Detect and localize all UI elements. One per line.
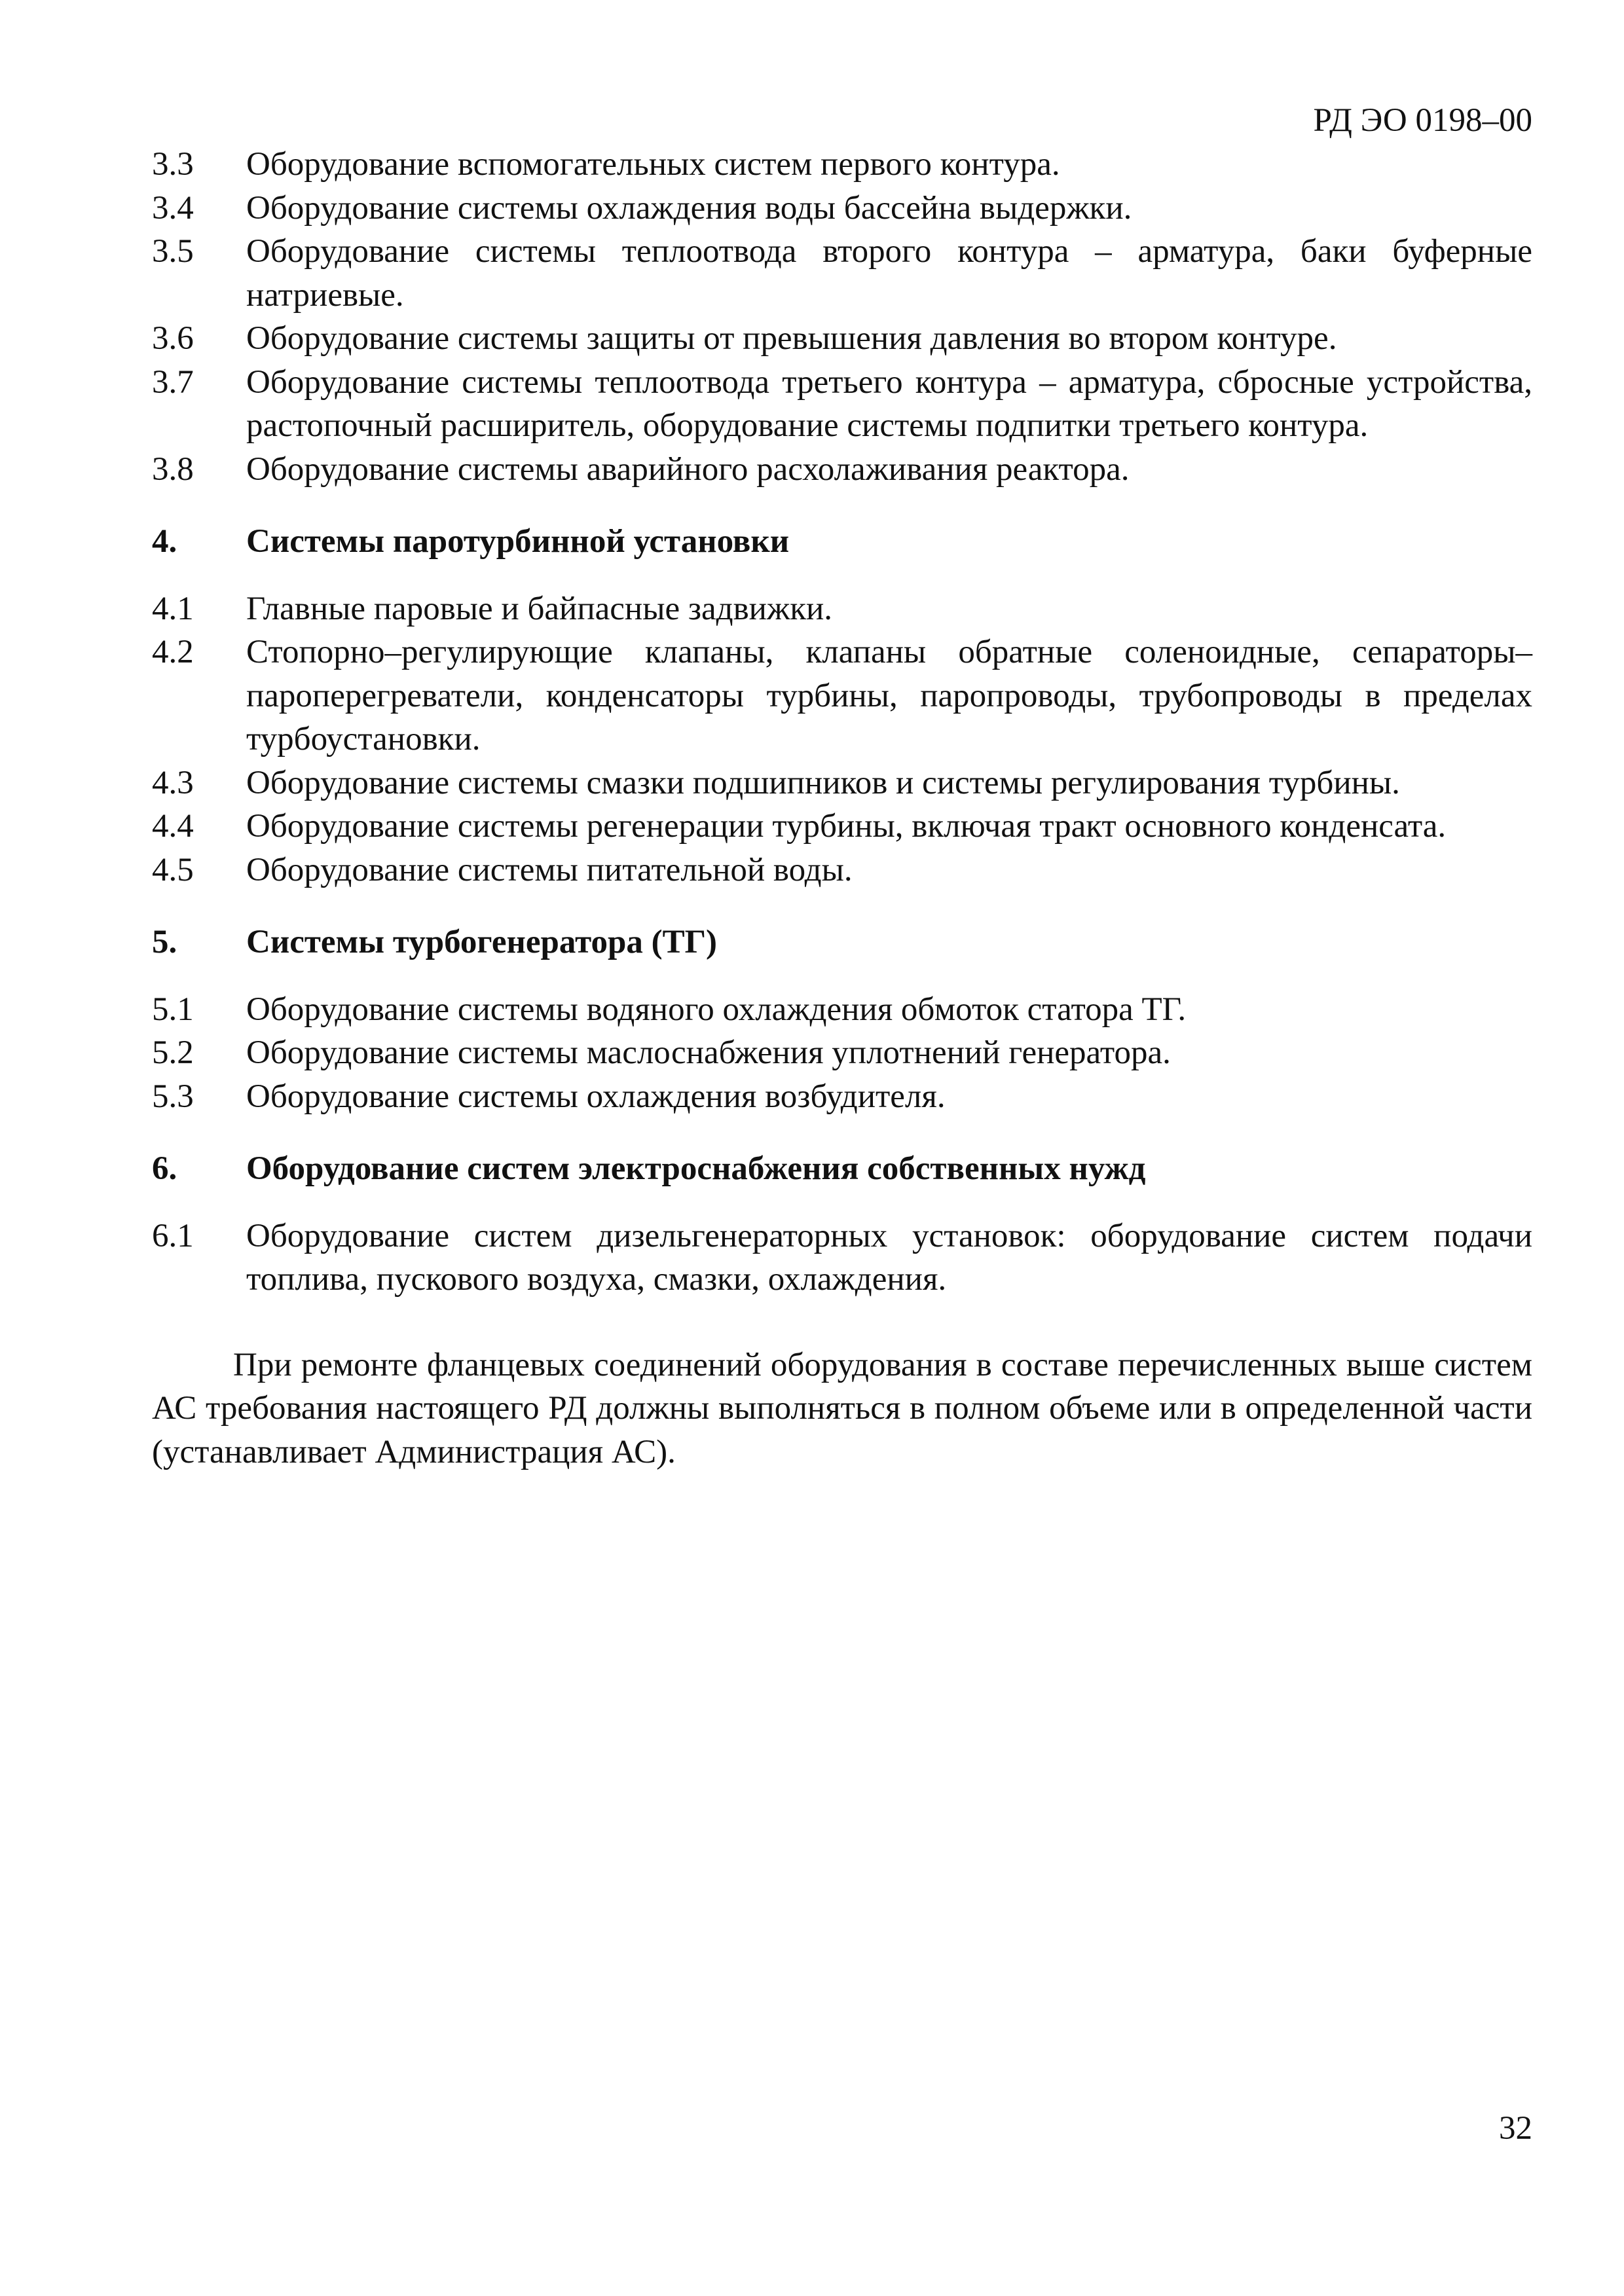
list-item <box>152 805 1532 848</box>
item-number: 3.3 <box>152 146 194 183</box>
item-text: Оборудование систем дизельгенераторных установок: оборудование систем подачи топлива, пускового воздуха, смазки, охлаждения. <box>246 1217 1532 1298</box>
item-text: Оборудование системы смазки подшипников и системы регулирования турбины. <box>246 764 1400 801</box>
section-title: Оборудование систем электроснабжения собственных нужд <box>246 1150 1146 1187</box>
item-number: 3.6 <box>152 320 194 357</box>
list-item <box>152 848 1532 892</box>
document-body <box>152 143 1532 1474</box>
item-number: 3.8 <box>152 450 194 488</box>
list-item <box>152 230 1532 317</box>
list-item <box>152 1214 1532 1302</box>
item-text: Оборудование системы регенерации турбины, включая тракт основного конденсата. <box>246 808 1447 845</box>
list-item <box>152 1075 1532 1119</box>
item-text: Оборудование системы охлаждения возбудителя. <box>246 1078 946 1115</box>
item-number: 4.1 <box>152 590 194 627</box>
item-text: Оборудование системы аварийного расхолаживания реактора. <box>246 450 1130 488</box>
item-number: 5.1 <box>152 991 194 1028</box>
item-number: 4.4 <box>152 808 194 845</box>
item-number: 6.1 <box>152 1217 194 1254</box>
item-text: Оборудование вспомогательных систем первого контура. <box>246 146 1060 183</box>
item-text: Главные паровые и байпасные задвижки. <box>246 590 833 627</box>
item-text: Оборудование системы питательной воды. <box>246 851 853 888</box>
list-item <box>152 448 1532 492</box>
item-number: 3.5 <box>152 233 194 270</box>
section-number: 4. <box>152 523 177 560</box>
list-item <box>152 143 1532 187</box>
list-item <box>152 317 1532 361</box>
section-title: Системы паротурбинной установки <box>246 523 790 560</box>
list-item <box>152 587 1532 631</box>
document-code: РД ЭО 0198–00 <box>1313 102 1532 139</box>
section-number: 5. <box>152 924 177 960</box>
item-text: Оборудование системы теплоотвода третьего контура – арматура, сбросные устройства, растопочный расширитель, оборудование системы подпитки третьего контура. <box>246 363 1532 444</box>
item-text: Оборудование системы защиты от превышения давления во втором контуре. <box>246 320 1337 357</box>
item-number: 4.5 <box>152 851 194 888</box>
section-heading <box>152 520 1532 564</box>
list-item <box>152 630 1532 761</box>
item-text: Оборудование системы маслоснабжения уплотнений генератора. <box>246 1034 1171 1071</box>
item-number: 5.2 <box>152 1034 194 1071</box>
list-item <box>152 361 1532 448</box>
list-item <box>152 988 1532 1032</box>
item-number: 4.3 <box>152 764 194 801</box>
list-item <box>152 187 1532 230</box>
item-number: 4.2 <box>152 634 194 670</box>
item-number: 5.3 <box>152 1078 194 1115</box>
equipment-list <box>152 143 1532 1302</box>
item-text: Оборудование системы теплоотвода второго контура – арматура, баки буферные натриевые. <box>246 233 1532 314</box>
section-number: 6. <box>152 1150 177 1187</box>
page-number: 32 <box>1499 2110 1532 2147</box>
section-heading <box>152 1147 1532 1191</box>
item-text: Стопорно–регулирующие клапаны, клапаны обратные соленоидные, сепараторы–пароперегреватели, конденсаторы турбины, паропроводы, трубопроводы в пределах турбоустановки. <box>246 634 1532 757</box>
item-number: 3.4 <box>152 189 194 227</box>
closing-paragraph: При ремонте фланцевых соединений оборудования в составе перечисленных выше систем АС требования настоящего РД должны выполняться в полном объеме или в определенной части (устанавливает Администрация АС). <box>152 1346 1532 1470</box>
item-number: 3.7 <box>152 363 194 401</box>
list-item <box>152 761 1532 805</box>
item-text: Оборудование системы охлаждения воды бассейна выдержки. <box>246 189 1132 227</box>
list-item <box>152 1031 1532 1075</box>
section-heading <box>152 920 1532 964</box>
item-text: Оборудование системы водяного охлаждения обмоток статора ТГ. <box>246 991 1187 1028</box>
section-title: Системы турбогенератора (ТГ) <box>246 924 718 960</box>
